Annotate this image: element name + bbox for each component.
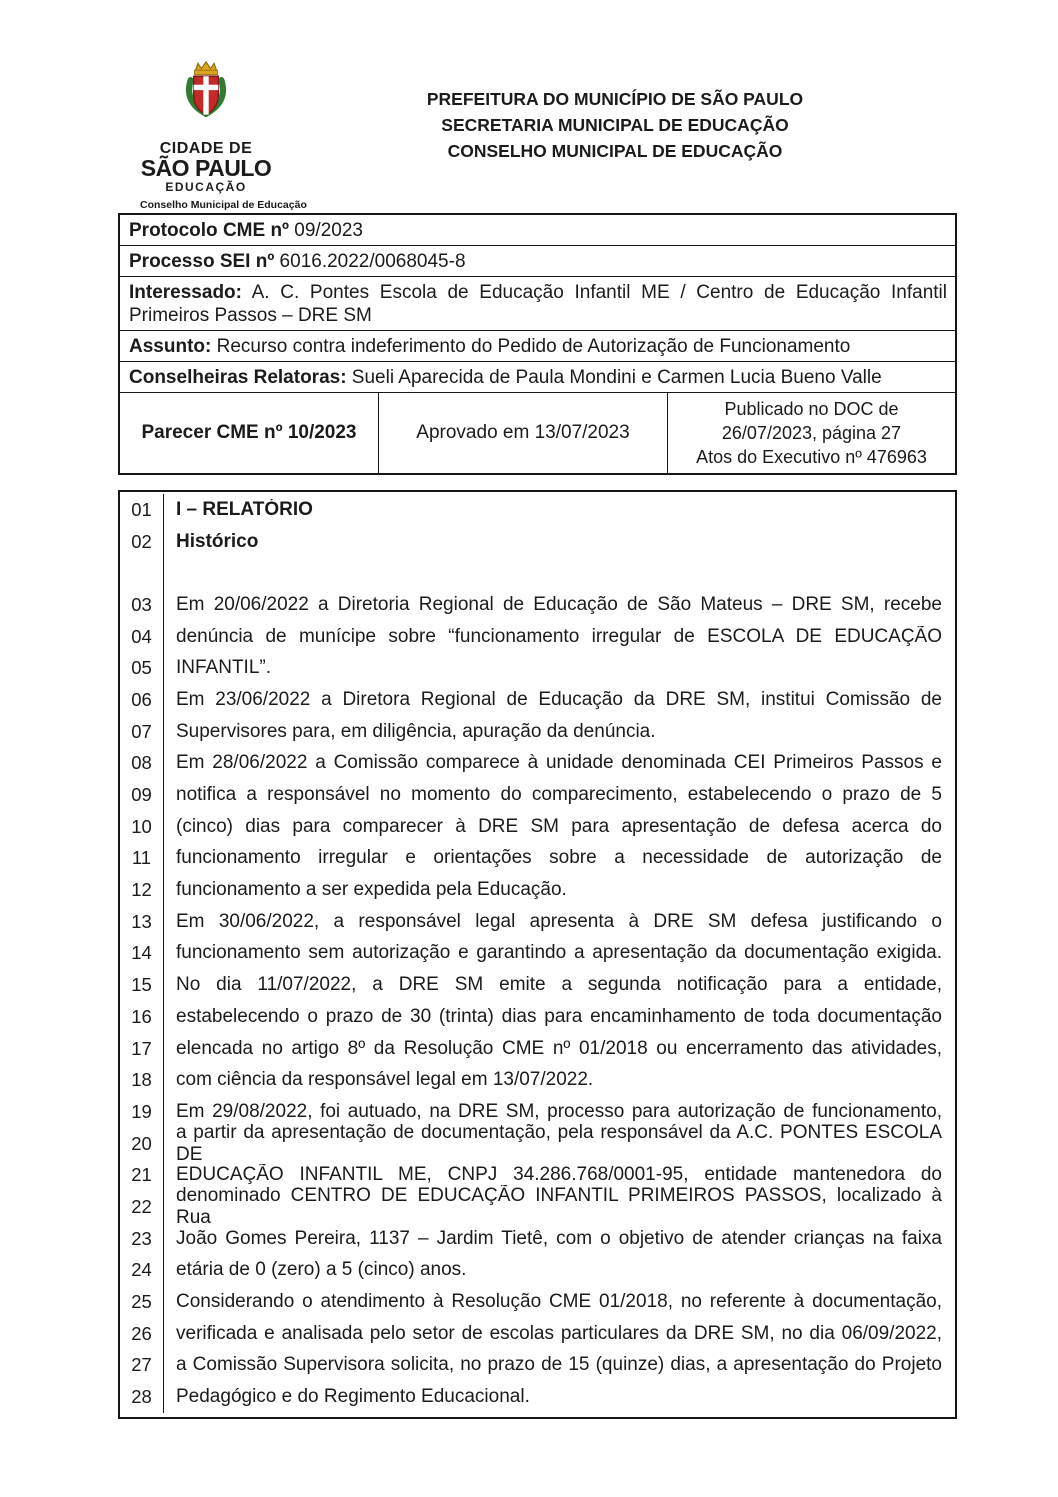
published-line-3: Atos do Executivo nº 476963 [696, 447, 927, 467]
line-number: 25 [120, 1286, 164, 1318]
report-line-27 [120, 1350, 955, 1382]
info-label: Assunto: [129, 335, 212, 357]
info-value: Sueli Aparecida de Paula Mondini e Carmen Lucia Bueno Valle [346, 366, 882, 388]
info-value: 09/2023 [289, 219, 363, 241]
logo-text-educacao: EDUCAÇÃO [165, 180, 247, 194]
info-row-conselheiras-relatoras [120, 362, 955, 393]
report-line-13 [120, 906, 955, 938]
report-line-23 [120, 1223, 955, 1255]
protocol-info-table [118, 213, 957, 475]
report-line-02 [120, 526, 955, 558]
line-text: a Comissão Supervisora solicita, no prazo de 15 (quinze) dias, a apresentação do Projeto [176, 1354, 942, 1376]
line-number: 15 [120, 969, 164, 1001]
report-line-06 [120, 684, 955, 716]
report-line-28 [120, 1381, 955, 1413]
line-number: 02 [120, 526, 164, 558]
report-line-25 [120, 1286, 955, 1318]
line-number: 12 [120, 874, 164, 906]
org-title-secretaria: SECRETARIA MUNICIPAL DE EDUCAÇÃO [441, 115, 789, 135]
info-value: Recurso contra indeferimento do Pedido de Autorização de Funcionamento [211, 335, 851, 357]
line-text: funcionamento irregular e orientações sobre a necessidade de autorização de [176, 847, 942, 869]
report-line-15 [120, 969, 955, 1001]
line-number [120, 557, 164, 589]
line-number: 13 [120, 906, 164, 938]
line-text: Considerando o atendimento à Resolução CME 01/2018, no referente à documentação, [176, 1291, 942, 1313]
info-label: Conselheiras Relatoras: [129, 366, 347, 388]
line-number: 05 [120, 652, 164, 684]
info-row-assunto [120, 331, 955, 362]
line-text: EDUCAÇÃO INFANTIL ME, CNPJ 34.286.768/0001-95, entidade mantenedora do [176, 1164, 942, 1186]
parecer-published-cell [668, 393, 955, 473]
line-text: (cinco) dias para comparecer à DRE SM para apresentação de defesa acerca do [176, 815, 942, 837]
line-text: Histórico [176, 530, 259, 552]
report-line-08 [120, 748, 955, 780]
report-line-07 [120, 716, 955, 748]
line-text: Em 30/06/2022, a responsável legal apresenta à DRE SM defesa justificando o [176, 910, 942, 932]
line-number: 07 [120, 716, 164, 748]
info-row-protocolo [120, 215, 955, 246]
line-number: 10 [120, 811, 164, 843]
info-value: A. C. Pontes Escola de Educação Infantil ME / Centro de Educação Infantil Primeiros Passos – DRE SM [129, 281, 947, 326]
line-text: Em 20/06/2022 a Diretoria Regional de Educação de São Mateus – DRE SM, recebe [176, 593, 942, 615]
line-number: 14 [120, 938, 164, 970]
info-label: Protocolo CME nº [129, 219, 289, 241]
org-titles [272, 60, 958, 212]
line-text: verificada e analisada pelo setor de escolas particulares da DRE SM, no dia 06/09/2022, [176, 1322, 942, 1344]
line-text: Supervisores para, em diligência, apuração da denúncia. [176, 720, 656, 742]
info-label: Interessado: [129, 281, 242, 303]
report-line-12 [120, 874, 955, 906]
org-title-conselho: CONSELHO MUNICIPAL DE EDUCAÇÃO [447, 141, 783, 161]
info-row-processo-sei [120, 246, 955, 277]
line-number: 18 [120, 1064, 164, 1096]
report-line-22 [120, 1184, 955, 1228]
line-text: notifica a responsável no momento do comparecimento, estabelecendo o prazo de 5 [176, 784, 942, 806]
report-line-09 [120, 779, 955, 811]
report-line-24 [120, 1255, 955, 1287]
parecer-approved-cell: Aprovado em 13/07/2023 [379, 393, 668, 473]
line-number: 08 [120, 748, 164, 780]
report-line-01 [120, 494, 955, 526]
line-text: funcionamento a ser expedida pela Educação. [176, 879, 567, 901]
line-text: No dia 11/07/2022, a DRE SM emite a segunda notificação para a entidade, [176, 974, 942, 996]
report-table [118, 490, 957, 1419]
line-text: Em 23/06/2022 a Diretora Regional de Educação da DRE SM, institui Comissão de [176, 688, 942, 710]
line-text: elencada no artigo 8º da Resolução CME nº 01/2018 ou encerramento das atividades, [176, 1037, 942, 1059]
line-text: etária de 0 (zero) a 5 (cinco) anos. [176, 1259, 467, 1281]
line-number: 24 [120, 1255, 164, 1287]
report-line-11 [120, 843, 955, 875]
info-rows [120, 215, 955, 393]
report-line-17 [120, 1033, 955, 1065]
line-number: 21 [120, 1159, 164, 1191]
org-title-prefeitura: PREFEITURA DO MUNICÍPIO DE SÃO PAULO [426, 89, 804, 109]
line-number: 20 [120, 1128, 164, 1160]
line-text: Em 28/06/2022 a Comissão comparece à unidade denominada CEI Primeiros Passos e [176, 752, 942, 774]
line-text: denominado CENTRO DE EDUCAÇÃO INFANTIL PRIMEIROS PASSOS, localizado à Rua [176, 1184, 942, 1228]
line-text: denúncia de munícipe sobre “funcionamento irregular de ESCOLA DE EDUCAÇÃO [176, 625, 942, 647]
info-value: 6016.2022/0068045-8 [274, 250, 466, 272]
logo-text-sao-paulo: SÃO PAULO [140, 155, 272, 181]
sao-paulo-crest-icon [183, 60, 229, 134]
line-number: 16 [120, 1001, 164, 1033]
report-line-03 [120, 589, 955, 621]
line-number: 19 [120, 1096, 164, 1128]
report-line-26 [120, 1318, 955, 1350]
line-number: 17 [120, 1033, 164, 1065]
report-line-04 [120, 621, 955, 653]
parecer-row [120, 393, 955, 473]
report-blank-row [120, 557, 955, 589]
report-line-05 [120, 652, 955, 684]
line-number: 26 [120, 1318, 164, 1350]
published-line-1: Publicado no DOC de [724, 399, 899, 419]
line-number: 11 [120, 843, 164, 875]
published-line-2: 26/07/2023, página 27 [721, 423, 902, 443]
logo-text-cidade-de: CIDADE DE [159, 140, 253, 157]
parecer-number-cell: Parecer CME nº 10/2023 [120, 393, 379, 473]
line-text: João Gomes Pereira, 1137 – Jardim Tietê, com o objetivo de atender crianças na faixa [176, 1227, 942, 1249]
line-number: 28 [120, 1381, 164, 1413]
line-text: com ciência da responsável legal em 13/07/2022. [176, 1069, 594, 1091]
line-text: funcionamento sem autorização e garantindo a apresentação da documentação exigida. [176, 942, 942, 964]
line-text: a partir da apresentação de documentação, pela responsável da A.C. PONTES ESCOLA DE [176, 1121, 942, 1165]
line-text: Em 29/08/2022, foi autuado, na DRE SM, processo para autorização de funcionamento, [176, 1100, 942, 1122]
logo-text-conselho: Conselho Municipal de Educação [140, 199, 307, 211]
line-number: 04 [120, 621, 164, 653]
line-number: 03 [120, 589, 164, 621]
report-line-18 [120, 1064, 955, 1096]
report-lines [120, 494, 955, 1413]
line-text: estabelecendo o prazo de 30 (trinta) dias para encaminhamento de toda documentação [176, 1005, 942, 1027]
report-line-16 [120, 1001, 955, 1033]
sao-paulo-logo [140, 60, 307, 212]
report-line-10 [120, 811, 955, 843]
report-line-20 [120, 1121, 955, 1165]
line-number: 01 [120, 494, 164, 526]
report-line-14 [120, 938, 955, 970]
line-text: INFANTIL”. [176, 657, 272, 679]
line-number: 22 [120, 1191, 164, 1223]
line-text: I – RELATÓRIO [176, 498, 313, 520]
line-number: 27 [120, 1350, 164, 1382]
line-text: Pedagógico e do Regimento Educacional. [176, 1386, 530, 1408]
line-number: 23 [120, 1223, 164, 1255]
info-row-interessado [120, 277, 955, 331]
line-number: 06 [120, 684, 164, 716]
info-label: Processo SEI nº [129, 250, 275, 272]
line-number: 09 [120, 779, 164, 811]
document-header [0, 0, 1058, 212]
